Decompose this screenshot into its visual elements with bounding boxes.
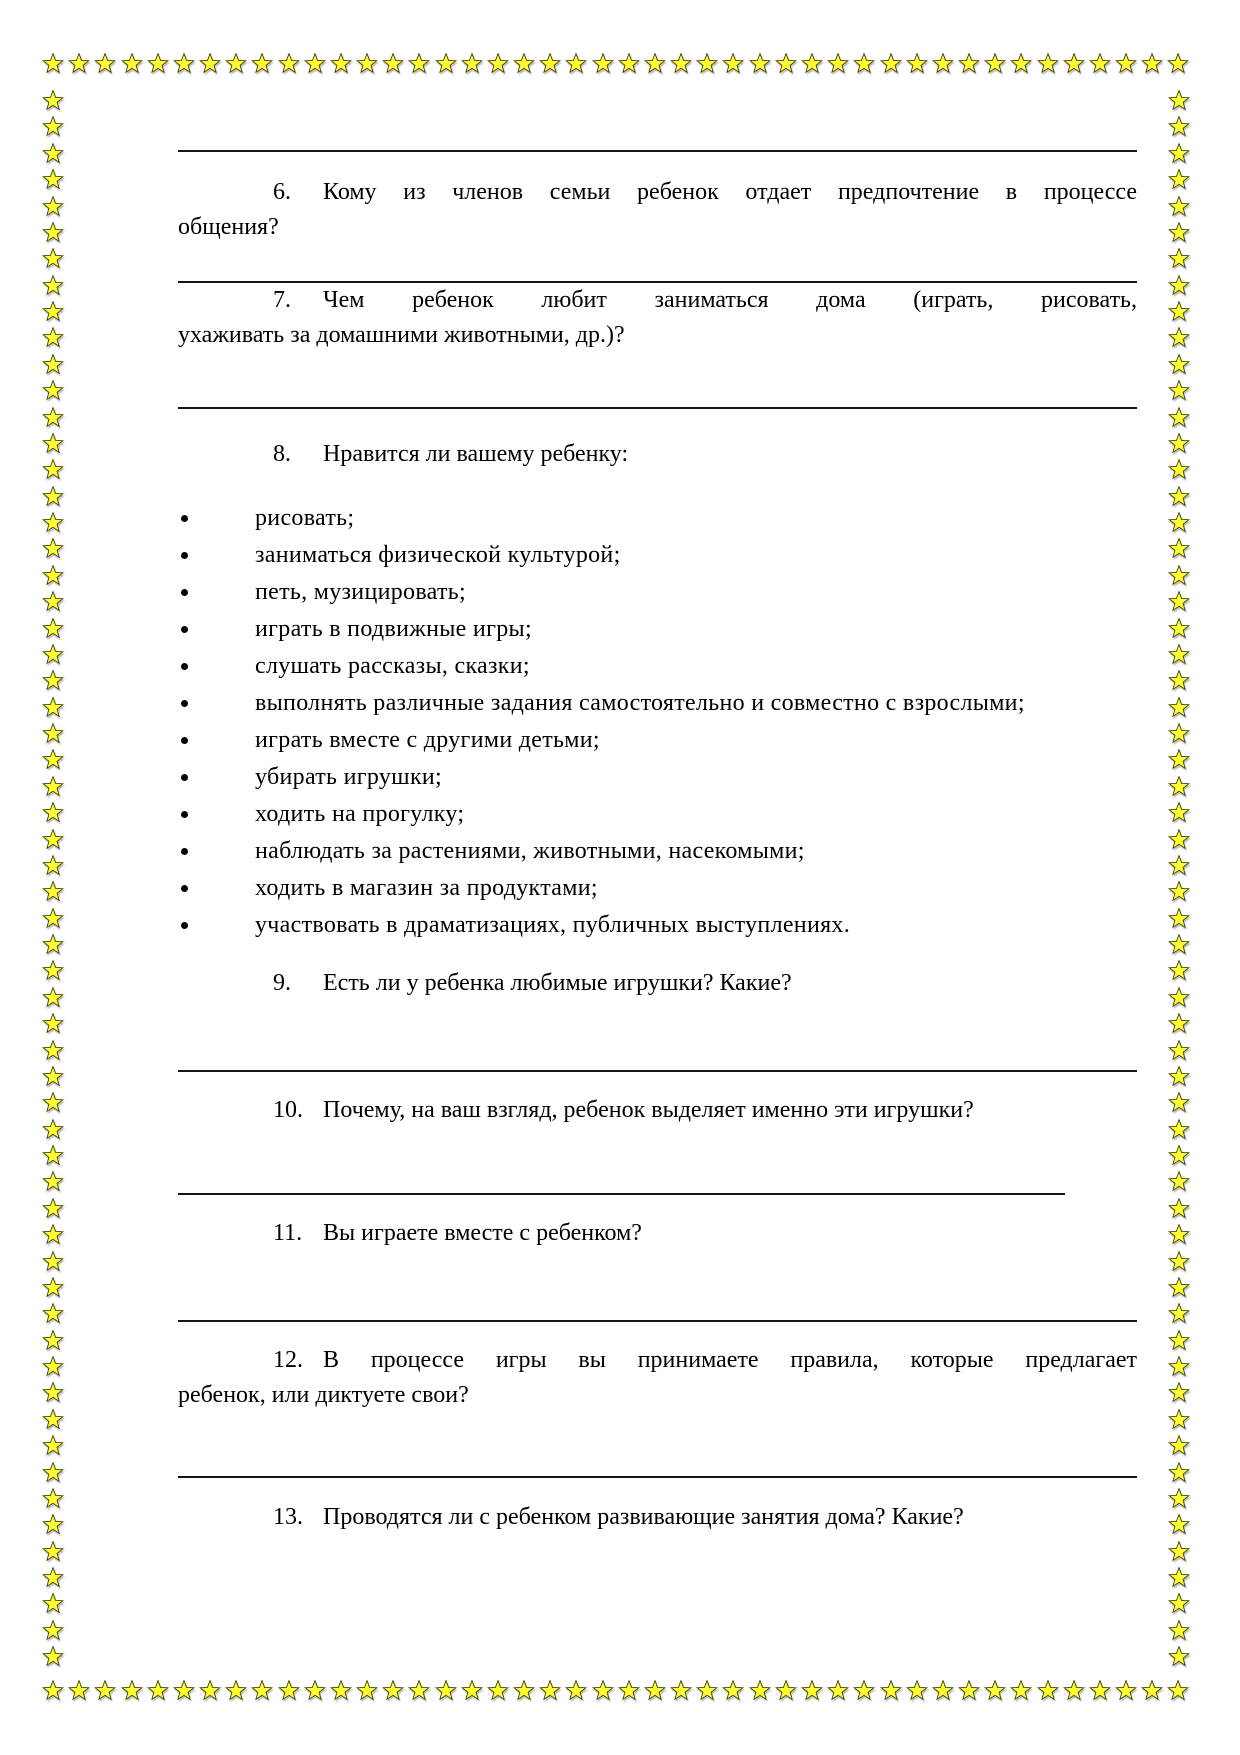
star-icon <box>42 248 64 269</box>
star-icon <box>1168 697 1190 718</box>
question-6-row-1 <box>178 175 1137 210</box>
star-icon <box>42 1646 64 1667</box>
question-10 <box>178 1093 1137 1128</box>
star-icon <box>42 618 64 639</box>
star-icon <box>1168 1541 1190 1562</box>
star-icon <box>618 53 640 74</box>
star-icon <box>906 53 928 74</box>
star-icon <box>435 53 457 74</box>
star-icon <box>487 1680 509 1701</box>
star-icon <box>1168 1303 1190 1324</box>
star-icon <box>42 1356 64 1377</box>
star-icon <box>853 53 875 74</box>
star-icon <box>42 53 64 74</box>
bullet-icon <box>181 885 188 892</box>
star-icon <box>1168 1567 1190 1588</box>
star-icon <box>42 380 64 401</box>
star-icon <box>984 1680 1006 1701</box>
list-item <box>178 870 1137 907</box>
question-number: 12. <box>273 1347 303 1373</box>
star-icon <box>1167 1680 1189 1701</box>
list-item-text: наблюдать за растениями, животными, насекомыми; <box>255 838 805 864</box>
star-border-left <box>42 90 66 1668</box>
star-icon <box>513 53 535 74</box>
star-icon <box>42 169 64 190</box>
star-icon <box>906 1680 928 1701</box>
star-icon <box>1168 565 1190 586</box>
star-icon <box>42 433 64 454</box>
star-icon <box>42 222 64 243</box>
star-icon <box>1167 53 1189 74</box>
star-icon <box>42 486 64 507</box>
star-icon <box>1168 248 1190 269</box>
question-text: Почему, на ваш взгляд, ребенок выделяет именно эти игрушки? <box>323 1097 974 1123</box>
star-icon <box>1141 1680 1163 1701</box>
question-11-row-1 <box>178 1216 1137 1251</box>
star-icon <box>42 538 64 559</box>
star-icon <box>1168 1435 1190 1456</box>
star-icon <box>42 327 64 348</box>
star-icon <box>42 1145 64 1166</box>
star-icon <box>1168 1593 1190 1614</box>
question-number: 10. <box>273 1097 303 1123</box>
star-icon <box>356 53 378 74</box>
list-item-text: выполнять различные задания самостоятельно и совместно с взрослыми; <box>255 690 1025 716</box>
star-icon <box>1089 1680 1111 1701</box>
star-icon <box>42 1066 64 1087</box>
star-icon <box>42 1382 64 1403</box>
list-item-text: играть в подвижные игры; <box>255 616 532 642</box>
star-icon <box>880 53 902 74</box>
star-icon <box>121 53 143 74</box>
star-icon <box>42 1514 64 1535</box>
star-icon <box>644 53 666 74</box>
star-icon <box>1168 1251 1190 1272</box>
bullet-icon <box>181 737 188 744</box>
star-icon <box>1168 380 1190 401</box>
question-text-line: В процессе игры вы принимаете правила, которые предлагает <box>323 1347 1137 1373</box>
star-icon <box>853 1680 875 1701</box>
star-icon <box>173 53 195 74</box>
list-item <box>178 500 1137 537</box>
question-number: 13. <box>273 1504 303 1530</box>
star-icon <box>42 723 64 744</box>
star-icon <box>1168 1198 1190 1219</box>
bullet-icon <box>181 515 188 522</box>
star-icon <box>42 908 64 929</box>
star-icon <box>382 53 404 74</box>
star-icon <box>251 53 273 74</box>
star-icon <box>722 53 744 74</box>
bullet-icon <box>181 774 188 781</box>
star-icon <box>1063 1680 1085 1701</box>
question-text-line: ребенок, или диктуете свои? <box>178 1382 469 1408</box>
star-icon <box>696 53 718 74</box>
star-icon <box>1168 1277 1190 1298</box>
bullet-icon <box>181 589 188 596</box>
star-icon <box>1168 90 1190 111</box>
star-icon <box>880 1680 902 1701</box>
star-icon <box>539 1680 561 1701</box>
bullet-icon <box>181 922 188 929</box>
star-icon <box>539 53 561 74</box>
star-icon <box>1168 1224 1190 1245</box>
question-12-row-1 <box>178 1343 1137 1378</box>
star-icon <box>42 670 64 691</box>
star-icon <box>801 53 823 74</box>
answer-line-q12 <box>178 1441 1137 1478</box>
star-icon <box>42 1040 64 1061</box>
star-icon <box>68 1680 90 1701</box>
star-icon <box>1168 802 1190 823</box>
star-icon <box>42 143 64 164</box>
question-number: 8. <box>273 441 291 467</box>
question-text: Вы играете вместе с ребенком? <box>323 1220 642 1246</box>
star-icon <box>1168 591 1190 612</box>
star-icon <box>42 1435 64 1456</box>
star-icon <box>1168 776 1190 797</box>
list-item-text: петь, музицировать; <box>255 579 466 605</box>
document-content <box>178 115 1137 1535</box>
star-icon <box>42 1620 64 1641</box>
star-icon <box>618 1680 640 1701</box>
list-item <box>178 796 1137 833</box>
star-icon <box>1168 1171 1190 1192</box>
star-icon <box>225 1680 247 1701</box>
star-icon <box>958 1680 980 1701</box>
star-icon <box>42 1593 64 1614</box>
star-icon <box>1168 1330 1190 1351</box>
star-icon <box>1168 1514 1190 1535</box>
star-icon <box>42 1330 64 1351</box>
question-text: Есть ли у ребенка любимые игрушки? Какие? <box>323 970 792 996</box>
star-icon <box>42 354 64 375</box>
star-icon <box>1168 301 1190 322</box>
star-icon <box>330 1680 352 1701</box>
question-number: 6. <box>273 179 291 205</box>
star-icon <box>42 1488 64 1509</box>
list-item-text: ходить на прогулку; <box>255 801 465 827</box>
star-icon <box>827 1680 849 1701</box>
star-icon <box>42 591 64 612</box>
star-icon <box>827 53 849 74</box>
star-icon <box>1168 1382 1190 1403</box>
star-icon <box>1010 1680 1032 1701</box>
question-text-line: общения? <box>178 214 279 240</box>
star-icon <box>1168 486 1190 507</box>
list-item <box>178 574 1137 611</box>
star-icon <box>42 960 64 981</box>
list-item-text: слушать рассказы, сказки; <box>255 653 530 679</box>
star-icon <box>932 53 954 74</box>
star-icon <box>42 1680 64 1701</box>
list-item-text: участвовать в драматизациях, публичных выступлениях. <box>255 912 851 938</box>
question-text-line: ухаживать за домашними животными, др.)? <box>178 322 625 348</box>
answer-line-top <box>178 115 1137 152</box>
bullet-icon <box>181 848 188 855</box>
list-item <box>178 833 1137 870</box>
star-icon <box>225 53 247 74</box>
question-text-line: Кому из членов семьи ребенок отдает предпочтение в процессе <box>323 179 1137 205</box>
star-icon <box>1168 1356 1190 1377</box>
star-icon <box>42 1409 64 1430</box>
star-icon <box>1168 934 1190 955</box>
star-icon <box>1063 53 1085 74</box>
star-icon <box>775 53 797 74</box>
star-icon <box>147 1680 169 1701</box>
star-icon <box>42 855 64 876</box>
star-icon <box>644 1680 666 1701</box>
star-icon <box>42 565 64 586</box>
star-icon <box>121 1680 143 1701</box>
star-icon <box>1168 1013 1190 1034</box>
star-icon <box>1168 908 1190 929</box>
star-icon <box>1168 327 1190 348</box>
question-13-row-1 <box>178 1500 1137 1535</box>
star-icon <box>42 1277 64 1298</box>
list-item <box>178 685 1137 722</box>
star-icon <box>42 90 64 111</box>
star-icon <box>1168 512 1190 533</box>
list-item <box>178 611 1137 648</box>
star-icon <box>1168 1040 1190 1061</box>
star-icon <box>330 53 352 74</box>
question-13 <box>178 1500 1137 1535</box>
star-icon <box>1168 829 1190 850</box>
star-icon <box>1168 433 1190 454</box>
star-icon <box>1168 855 1190 876</box>
star-icon <box>1010 53 1032 74</box>
bullet-icon <box>181 811 188 818</box>
star-icon <box>513 1680 535 1701</box>
star-icon <box>408 1680 430 1701</box>
star-icon <box>1168 196 1190 217</box>
question-text: Нравится ли вашему ребенку: <box>323 441 629 467</box>
star-icon <box>42 1541 64 1562</box>
star-icon <box>461 1680 483 1701</box>
star-icon <box>1115 1680 1137 1701</box>
star-icon <box>670 1680 692 1701</box>
star-icon <box>1168 169 1190 190</box>
star-icon <box>42 196 64 217</box>
star-icon <box>1168 538 1190 559</box>
star-icon <box>1168 960 1190 981</box>
answer-line-q7 <box>178 372 1137 409</box>
star-icon <box>278 1680 300 1701</box>
star-icon <box>1168 222 1190 243</box>
question-12 <box>178 1343 1137 1413</box>
star-icon <box>42 459 64 480</box>
list-item-text: рисовать; <box>255 505 355 531</box>
question-8 <box>178 437 1137 472</box>
star-icon <box>1168 1145 1190 1166</box>
star-icon <box>1168 1646 1190 1667</box>
question-8-row-1 <box>178 437 1137 472</box>
star-icon <box>382 1680 404 1701</box>
question-text-line: Чем ребенок любит заниматься дома (играть, рисовать, <box>323 287 1137 313</box>
bullet-icon <box>181 626 188 633</box>
list-item <box>178 722 1137 759</box>
star-icon <box>749 53 771 74</box>
star-icon <box>304 53 326 74</box>
question-7 <box>178 283 1137 353</box>
star-icon <box>1168 644 1190 665</box>
star-icon <box>42 802 64 823</box>
star-icon <box>278 53 300 74</box>
star-icon <box>696 1680 718 1701</box>
star-icon <box>408 53 430 74</box>
list-item-text: убирать игрушки; <box>255 764 443 790</box>
list-item <box>178 759 1137 796</box>
star-icon <box>42 829 64 850</box>
star-icon <box>1168 143 1190 164</box>
star-icon <box>94 53 116 74</box>
bullet-icon <box>181 700 188 707</box>
question-9-row-1 <box>178 966 1137 1001</box>
list-item <box>178 537 1137 574</box>
star-icon <box>42 749 64 770</box>
star-icon <box>592 1680 614 1701</box>
star-icon <box>356 1680 378 1701</box>
list-item-text: ходить в магазин за продуктами; <box>255 875 598 901</box>
star-icon <box>1168 116 1190 137</box>
star-icon <box>42 934 64 955</box>
answer-line-q9 <box>178 1035 1137 1072</box>
list-item-text: играть вместе с другими детьми; <box>255 727 600 753</box>
star-icon <box>42 301 64 322</box>
star-icon <box>1168 987 1190 1008</box>
star-icon <box>42 1251 64 1272</box>
star-icon <box>304 1680 326 1701</box>
star-icon <box>565 1680 587 1701</box>
star-icon <box>42 881 64 902</box>
star-icon <box>42 116 64 137</box>
answer-line-q6 <box>178 246 1137 283</box>
star-icon <box>1037 1680 1059 1701</box>
question-number: 9. <box>273 970 291 996</box>
star-icon <box>42 1567 64 1588</box>
star-icon <box>1168 723 1190 744</box>
star-icon <box>565 53 587 74</box>
star-icon <box>1115 53 1137 74</box>
star-icon <box>173 1680 195 1701</box>
star-icon <box>1141 53 1163 74</box>
star-icon <box>42 1013 64 1034</box>
star-icon <box>42 776 64 797</box>
star-icon <box>775 1680 797 1701</box>
star-border-top <box>42 53 1190 77</box>
question-9 <box>178 966 1137 1001</box>
star-icon <box>42 1224 64 1245</box>
star-icon <box>1168 275 1190 296</box>
star-icon <box>42 1171 64 1192</box>
question-11 <box>178 1216 1137 1251</box>
star-icon <box>592 53 614 74</box>
list-item <box>178 907 1137 944</box>
star-icon <box>1168 407 1190 428</box>
bullet-icon <box>181 663 188 670</box>
star-icon <box>435 1680 457 1701</box>
star-icon <box>487 53 509 74</box>
answer-line-q10 <box>178 1158 1065 1195</box>
star-icon <box>1089 53 1111 74</box>
star-icon <box>984 53 1006 74</box>
star-icon <box>932 1680 954 1701</box>
star-icon <box>68 53 90 74</box>
bullet-icon <box>181 552 188 559</box>
star-icon <box>1168 1620 1190 1641</box>
star-icon <box>958 53 980 74</box>
question-text: Проводятся ли с ребенком развивающие занятия дома? Какие? <box>323 1504 964 1530</box>
star-icon <box>147 53 169 74</box>
question-number: 7. <box>273 287 291 313</box>
star-icon <box>801 1680 823 1701</box>
star-icon <box>42 275 64 296</box>
star-icon <box>42 1462 64 1483</box>
star-icon <box>1168 1462 1190 1483</box>
star-icon <box>670 53 692 74</box>
star-icon <box>1168 618 1190 639</box>
answer-line-q11 <box>178 1285 1137 1322</box>
star-icon <box>42 987 64 1008</box>
star-icon <box>1037 53 1059 74</box>
star-border-right <box>1168 90 1192 1668</box>
star-icon <box>42 512 64 533</box>
star-icon <box>42 1119 64 1140</box>
star-icon <box>1168 1066 1190 1087</box>
star-icon <box>42 697 64 718</box>
question-6 <box>178 175 1137 245</box>
star-icon <box>42 1303 64 1324</box>
star-icon <box>1168 749 1190 770</box>
star-icon <box>42 407 64 428</box>
star-icon <box>199 1680 221 1701</box>
star-icon <box>42 1092 64 1113</box>
star-icon <box>461 53 483 74</box>
star-icon <box>1168 1488 1190 1509</box>
question-7-row-1 <box>178 283 1137 318</box>
question-8-options-list <box>178 500 1137 944</box>
star-icon <box>199 53 221 74</box>
star-icon <box>42 1198 64 1219</box>
star-border-bottom <box>42 1680 1190 1704</box>
star-icon <box>1168 354 1190 375</box>
star-icon <box>1168 1409 1190 1430</box>
star-icon <box>1168 1092 1190 1113</box>
star-icon <box>722 1680 744 1701</box>
star-icon <box>251 1680 273 1701</box>
star-icon <box>1168 670 1190 691</box>
star-icon <box>1168 1119 1190 1140</box>
star-icon <box>42 644 64 665</box>
star-icon <box>1168 881 1190 902</box>
star-icon <box>94 1680 116 1701</box>
list-item <box>178 648 1137 685</box>
star-icon <box>1168 459 1190 480</box>
question-10-row-1 <box>178 1093 1137 1128</box>
list-item-text: заниматься физической культурой; <box>255 542 621 568</box>
question-number: 11. <box>273 1220 303 1246</box>
star-icon <box>749 1680 771 1701</box>
